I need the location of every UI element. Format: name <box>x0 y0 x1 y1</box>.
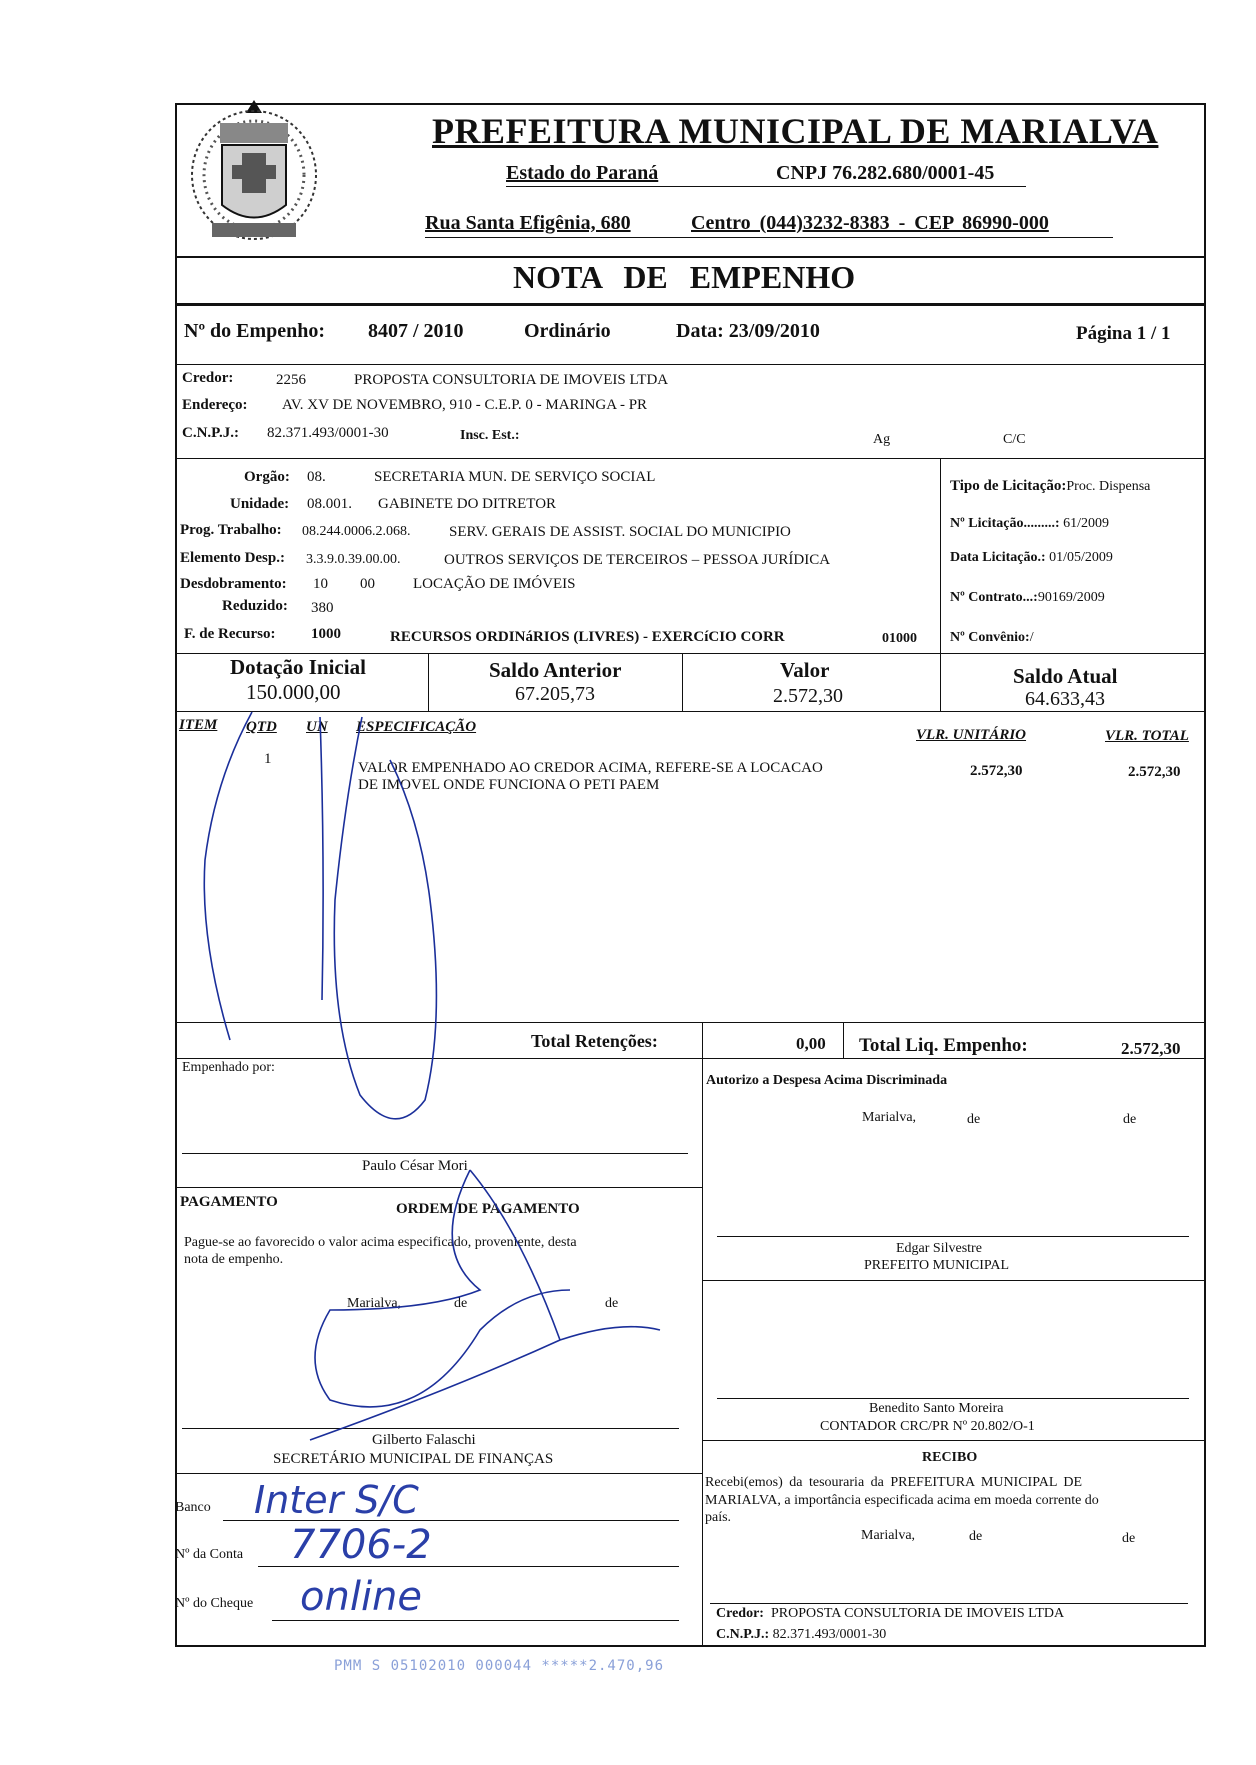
header-rule-1 <box>506 186 1026 187</box>
divider <box>175 1187 702 1188</box>
signature-line <box>182 1428 679 1429</box>
divider <box>702 1058 703 1647</box>
num-contrato <box>950 590 1105 606</box>
secretario-name: Gilberto Falaschi <box>372 1432 476 1448</box>
banco-label: Banco <box>175 1500 211 1515</box>
institution-cnpj: CNPJ 76.282.680/0001-45 <box>776 162 995 184</box>
col-qtd: QTD <box>246 719 277 735</box>
unidade-label: Unidade: <box>230 496 290 512</box>
pagamento-de-2: de <box>605 1296 619 1311</box>
machine-stamp: PMM S 05102010 000044 *****2.470,96 <box>334 1658 665 1674</box>
recibo-credor-value: PROPOSTA CONSULTORIA DE IMOVEIS LTDA <box>770 1606 1065 1621</box>
institution-address: Rua Santa Efigênia, 680 <box>425 212 631 234</box>
autorizo-label: Autorizo a Despesa Acima Discriminada <box>706 1073 948 1088</box>
reduzido-value: 380 <box>311 600 334 616</box>
num-licitacao-value: 61/2009 <box>1063 516 1109 531</box>
elem-code: 3.3.9.0.39.00.00. <box>306 552 401 567</box>
total-liq-label: Total Liq. Empenho: <box>859 1035 1028 1056</box>
divider <box>682 653 683 711</box>
recurso-code: 1000 <box>311 626 341 642</box>
recibo-de-1: de <box>969 1529 983 1544</box>
num-contrato-label: Nº Contrato...: <box>950 590 1038 605</box>
document-title: NOTA DE EMPENHO <box>513 259 856 295</box>
num-convenio <box>950 630 1034 646</box>
prefeito-title: PREFEITO MUNICIPAL <box>864 1258 1010 1273</box>
num-convenio-value: / <box>1029 630 1034 645</box>
recibo-marialva: Marialva, <box>861 1528 916 1543</box>
cnpj-label: C.N.P.J.: <box>182 425 239 441</box>
desd-code-2: 00 <box>360 576 375 592</box>
desd-value: LOCAÇÃO DE IMÓVEIS <box>413 576 576 592</box>
endereco-value: AV. XV DE NOVEMBRO, 910 - C.E.P. 0 - MARINGA - PR <box>282 397 648 413</box>
prog-value: SERV. GERAIS DE ASSIST. SOCIAL DO MUNICIPIO <box>449 524 791 540</box>
recurso-code-2: 01000 <box>882 631 917 646</box>
prog-code: 08.244.0006.2.068. <box>302 524 411 539</box>
item-desc-line-2: DE IMOVEL ONDE FUNCIONA O PETI PAEM <box>358 777 660 793</box>
pague-text-2: nota de empenho. <box>184 1252 284 1267</box>
divider <box>175 256 1206 258</box>
state-label: Estado do Paraná <box>506 162 659 184</box>
orgao-label: Orgão: <box>244 469 290 485</box>
divider <box>702 1022 703 1058</box>
saldo-anterior-value: 67.205,73 <box>515 683 595 705</box>
total-liq-value: 2.572,30 <box>1121 1039 1181 1058</box>
recibo-credor-label: Credor: <box>716 1606 764 1621</box>
header-rule-2 <box>425 237 1113 238</box>
recibo-credor <box>716 1606 1064 1622</box>
prog-label: Prog. Trabalho: <box>180 522 282 538</box>
conta-label: Nº da Conta <box>175 1547 244 1562</box>
divider <box>175 653 1206 654</box>
credor-code: 2256 <box>276 372 306 388</box>
tipo-licitacao-label-text: Tipo de Licitação: <box>950 478 1067 494</box>
retencoes-label: Total Retenções: <box>531 1031 658 1051</box>
saldo-atual-label: Saldo Atual <box>1013 664 1118 688</box>
valor-label: Valor <box>780 658 830 682</box>
recibo-cnpj-value: 82.371.493/0001-30 <box>772 1627 887 1642</box>
data-licitacao-value: 01/05/2009 <box>1049 550 1113 565</box>
pague-text-1: Pague-se ao favorecido o valor acima especificado, proveniente, desta <box>184 1235 577 1250</box>
prefeito-name: Edgar Silvestre <box>896 1241 982 1256</box>
coat-of-arms-logo <box>182 95 327 250</box>
banco-handwriting: Inter S/C <box>254 1478 419 1522</box>
conta-handwriting: 7706-2 <box>290 1522 432 1568</box>
col-especificacao: ESPECIFICAÇÃO <box>356 719 477 735</box>
divider <box>843 1022 844 1058</box>
desd-code-1: 10 <box>313 576 328 592</box>
tipo-licitacao-label <box>950 478 1150 495</box>
empenhado-label: Empenhado por: <box>182 1060 275 1075</box>
dotacao-value: 150.000,00 <box>246 680 341 704</box>
saldo-atual-value: 64.633,43 <box>1025 688 1105 710</box>
contador-name: Benedito Santo Moreira <box>869 1401 1004 1416</box>
pagamento-marialva: Marialva, <box>347 1296 402 1311</box>
orgao-code: 08. <box>307 469 326 485</box>
num-contrato-value: 90169/2009 <box>1037 590 1105 605</box>
col-vlr-unitario: VLR. UNITÁRIO <box>916 727 1027 743</box>
cheque-line <box>272 1620 679 1621</box>
empenho-date: Data: 23/09/2010 <box>676 320 820 342</box>
pagamento-de-1: de <box>454 1296 468 1311</box>
contador-title: CONTADOR CRC/PR Nº 20.802/O-1 <box>820 1419 1035 1434</box>
autorizo-de-1: de <box>967 1112 981 1127</box>
recibo-text-3: país. <box>705 1510 732 1525</box>
item-qtd: 1 <box>264 751 272 767</box>
cheque-label: Nº do Cheque <box>175 1596 254 1611</box>
reduzido-label: Reduzido: <box>222 598 288 614</box>
recibo-cnpj <box>716 1627 886 1643</box>
cnpj-value: 82.371.493/0001-30 <box>267 425 389 441</box>
saldo-anterior-label: Saldo Anterior <box>489 658 622 682</box>
item-desc-line-1: VALOR EMPENHADO AO CREDOR ACIMA, REFERE-SE A LOCACAO <box>358 760 823 776</box>
divider <box>175 1058 1206 1059</box>
tipo-licitacao-value: Proc. Dispensa <box>1066 479 1151 494</box>
recurso-value: RECURSOS ORDINáRIOS (LIVRES) - EXERCíCIO CORR <box>390 629 785 645</box>
recibo-cnpj-label: C.N.P.J.: <box>716 1627 770 1642</box>
recurso-label: F. de Recurso: <box>184 626 276 642</box>
divider <box>940 458 941 653</box>
signature-line <box>717 1398 1189 1399</box>
col-un: UN <box>306 719 328 735</box>
divider <box>175 1473 702 1474</box>
divider <box>702 1440 1206 1441</box>
divider <box>175 364 1206 365</box>
orgao-value: SECRETARIA MUN. DE SERVIÇO SOCIAL <box>374 469 656 485</box>
data-licitacao <box>950 550 1113 566</box>
item-total-value: 2.572,30 <box>1128 764 1181 780</box>
signature-line <box>710 1603 1188 1604</box>
num-licitacao-label: Nº Licitação.........: <box>950 516 1060 531</box>
endereco-label: Endereço: <box>182 397 248 413</box>
item-unit-value: 2.572,30 <box>970 763 1023 779</box>
cc-label: C/C <box>1003 432 1026 447</box>
secretario-title: SECRETÁRIO MUNICIPAL DE FINANÇAS <box>273 1451 554 1467</box>
unidade-code: 08.001. <box>307 496 352 512</box>
col-item: ITEM <box>179 717 218 733</box>
dotacao-label: Dotação Inicial <box>230 655 366 679</box>
recibo-text-1: Recebi(emos) da tesouraria da PREFEITURA MUNICIPAL DE <box>705 1475 1083 1490</box>
divider <box>175 711 1206 712</box>
retencoes-value: 0,00 <box>796 1034 826 1053</box>
divider <box>940 653 941 711</box>
valor-value: 2.572,30 <box>773 685 843 707</box>
credor-name: PROPOSTA CONSULTORIA DE IMOVEIS LTDA <box>354 372 669 388</box>
empenho-type: Ordinário <box>524 320 611 342</box>
autorizo-de-2: de <box>1123 1112 1137 1127</box>
empenho-number: 8407 / 2010 <box>368 320 464 342</box>
recibo-de-2: de <box>1122 1531 1136 1546</box>
unidade-value: GABINETE DO DITRETOR <box>378 496 557 512</box>
signature-line <box>717 1236 1189 1237</box>
divider <box>428 653 429 711</box>
ordem-pagamento-title: ORDEM DE PAGAMENTO <box>396 1201 580 1217</box>
recibo-text-2: MARIALVA, a importância especificada acima em moeda corrente do <box>705 1493 1099 1508</box>
institution-address-rest: Centro (044)3232-8383 - CEP 86990-000 <box>691 212 1049 234</box>
desd-label: Desdobramento: <box>180 576 287 592</box>
divider <box>702 1280 1206 1281</box>
divider <box>175 303 1206 306</box>
num-convenio-label: Nº Convênio: <box>950 630 1030 645</box>
page-number: Página 1 / 1 <box>1076 323 1171 344</box>
num-licitacao <box>950 516 1109 532</box>
pagamento-title: PAGAMENTO <box>180 1194 278 1210</box>
divider <box>175 1022 1206 1023</box>
divider <box>175 458 1206 459</box>
institution-title: PREFEITURA MUNICIPAL DE MARIALVA <box>432 111 1159 151</box>
credor-label: Credor: <box>182 370 234 386</box>
insc-label: Insc. Est.: <box>460 428 520 443</box>
recibo-title: RECIBO <box>922 1450 978 1465</box>
empenho-label: Nº do Empenho: <box>184 320 326 342</box>
signature-line <box>182 1153 688 1154</box>
data-licitacao-label: Data Licitação.: <box>950 550 1046 565</box>
col-vlr-total: VLR. TOTAL <box>1105 728 1189 744</box>
autorizo-marialva: Marialva, <box>862 1110 917 1125</box>
elem-value: OUTROS SERVIÇOS DE TERCEIROS – PESSOA JURÍDICA <box>444 552 831 568</box>
empenhado-name: Paulo César Mori <box>362 1158 468 1174</box>
elem-label: Elemento Desp.: <box>180 550 285 566</box>
cheque-handwriting: online <box>300 1574 423 1620</box>
ag-label: Ag <box>873 432 891 447</box>
